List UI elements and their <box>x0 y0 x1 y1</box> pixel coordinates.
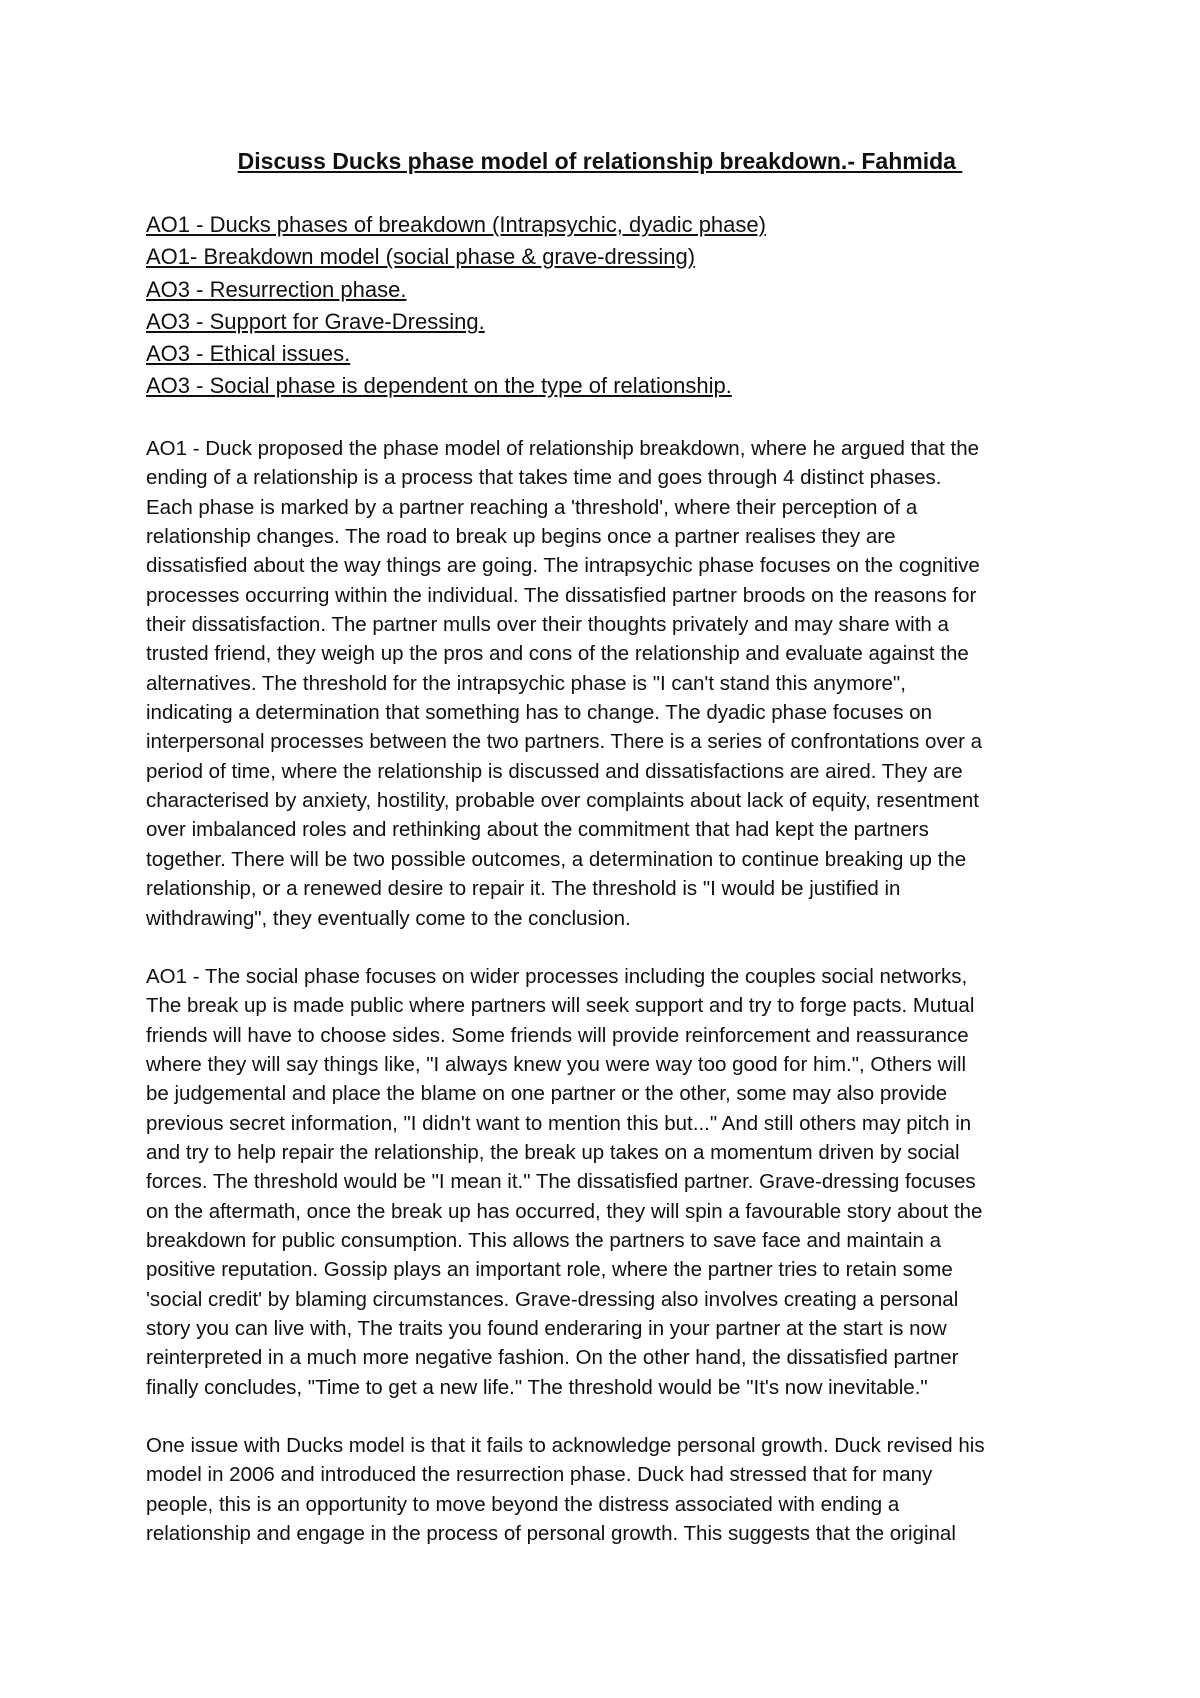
body-paragraph: AO1 - The social phase focuses on wider processes including the couples social networks, The break up is made public where partners will seek support and try to forge pacts. Mutual friends will have to choose sides. Some friends will provide reinforcement and reassurance where they will say things like, "I always knew you were way too good for him.", Others will be judgemental and place the blame on one partner or the other, some may also provide previous secret information, "I didn't want to mention this but..." And still others may pitch in and try to help repair the relationship, the break up takes on a momentum driven by social forces. The threshold would be "I mean it." The dissatisfied partner. Grave-dressing focuses on the aftermath, once the break up has occurred, they will spin a favourable story about the breakdown for public consumption. This allows the partners to save face and maintain a positive reputation. Gossip plays an important role, where the partner tries to retain some 'social credit' by blaming circumstances. Grave-dressing also involves creating a personal story you can live with, The traits you found enderaring in your partner at the start is now reinterpreted in a much more negative fashion. On the other hand, the dissatisfied partner finally concludes, "Time to get a new life." The threshold would be "It's now inevitable." <box>146 965 983 1399</box>
body-paragraph: One issue with Ducks model is that it fails to acknowledge personal growth. Duck revised his model in 2006 and introduced the resurrection phase. Duck had stressed that for many people, this is an opportunity to move beyond the distress associated with ending a relationship and engage in the process of personal growth. This suggests that the original <box>146 1434 985 1546</box>
body-paragraph: AO1 - Duck proposed the phase model of relationship breakdown, where he argued that the ending of a relationship is a process that takes time and goes through 4 distinct phases. Each phase is marked by a partner reaching a 'threshold', where their perception of a relationship changes. The road to break up begins once a partner realises they are dissatisfied about the way things are going. The intrapsychic phase focuses on the cognitive processes occurring within the individual. The dissatisfied partner broods on the reasons for their dissatisfaction. The partner mulls over their thoughts privately and may share with a trusted friend, they weigh up the pros and cons of the relationship and evaluate against the alternatives. The threshold for the intrapsychic phase is "I can't stand this anymore", indicating a determination that something has to change. The dyadic phase focuses on interpersonal processes between the two partners. There is a series of confrontations over a period of time, where the relationship is discussed and dissatisfactions are aired. They are characterised by anxiety, hostility, probable over complaints about lack of equity, resentment over imbalanced roles and rethinking about the commitment that had kept the partners together. There will be two possible outcomes, a determination to continue breaking up the relationship, or a renewed desire to repair it. The threshold is "I would be justified in withdrawing", they eventually come to the conclusion. <box>146 437 983 930</box>
outline-item: AO3 - Ethical issues. <box>146 341 351 367</box>
outline-item: AO3 - Support for Grave-Dressing. <box>146 308 485 334</box>
outline-item: AO3 - Social phase is dependent on the type of relationship. <box>146 373 732 399</box>
outline-item: AO1- Breakdown model (social phase & grave-dressing) <box>146 244 696 270</box>
outline-item: AO1 - Ducks phases of breakdown (Intrapsychic, dyadic phase) <box>146 212 766 237</box>
outline-item: AO3 - Resurrection phase. <box>146 276 407 302</box>
document-title: Discuss Ducks phase model of relationship breakdown.- Fahmida <box>237 148 963 174</box>
essay-outline <box>146 209 1106 403</box>
